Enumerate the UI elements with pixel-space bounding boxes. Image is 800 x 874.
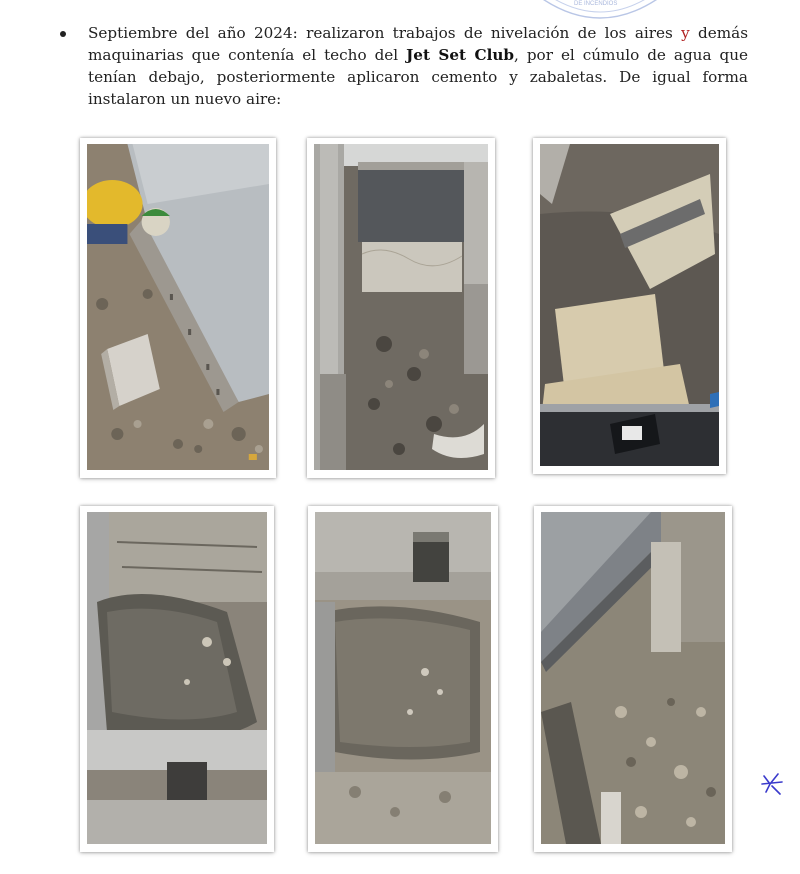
stamp-line-2: DE INCENDIOS [574, 1, 618, 7]
photo-ac-unit-base [307, 138, 495, 478]
signature-mark [760, 770, 784, 798]
bullet-icon [60, 31, 66, 37]
bullet-item [60, 22, 750, 110]
photo-zabaleta-edge [534, 506, 732, 852]
para-text-1: Septiembre del año 2024: realizaron trabajos de nivelación de los aires [88, 24, 682, 42]
para-text-3: , por el cúmulo de agua que tenían debajo, posteriormente aplicaron cemento y zabaletas. De igual forma instalaron un nuevo aire: [88, 46, 748, 108]
photo-water-accumulation [80, 506, 274, 852]
para-y-word: y [681, 24, 690, 42]
description-paragraph [88, 22, 748, 110]
photo-grid [80, 138, 740, 858]
club-name: Jet Set Club [406, 46, 515, 64]
photo-cement-bags [533, 138, 726, 474]
photo-leveled-floor [308, 506, 498, 852]
para-text-2: demás maquinarias que contenía el techo del [88, 24, 748, 64]
photo-worker-leveling [80, 138, 276, 478]
